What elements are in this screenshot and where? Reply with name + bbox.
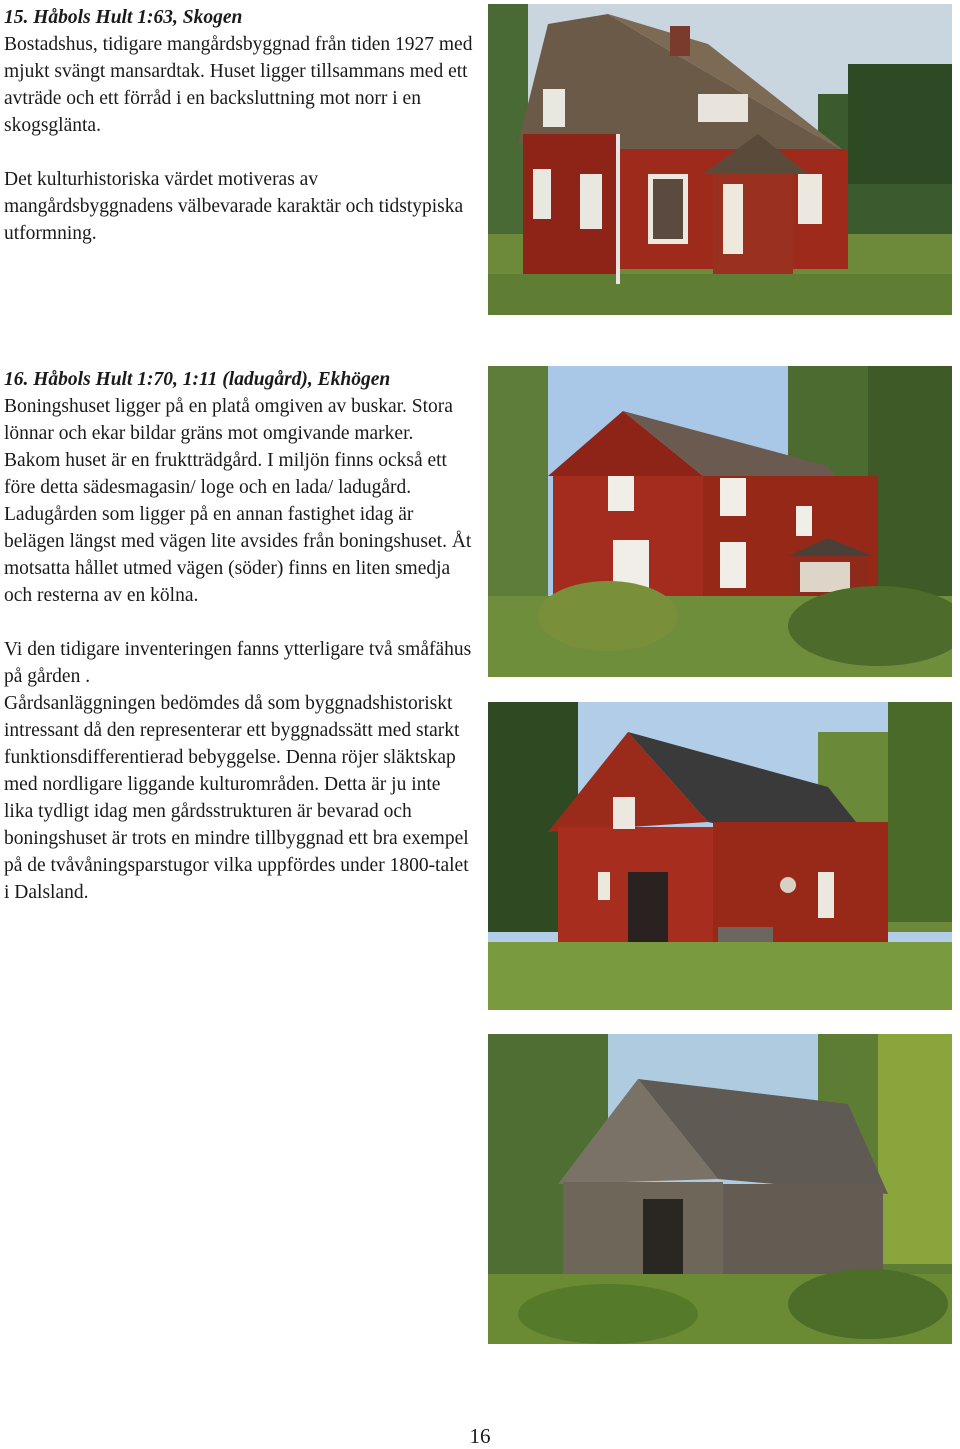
section-15-paragraph-1: Bostadshus, tidigare mangårdsbyggnad från tiden 1927 med mjukt svängt mansardtak. Huset ligger tillsammans med ett avträde och ett förråd i en backsluttning mot norr i en skogsglänta. — [4, 34, 473, 136]
section-16-heading: 16. Håbols Hult 1:70, 1:11 (ladugård), Ekhögen — [4, 369, 391, 390]
section-15 — [4, 4, 474, 247]
photo-red-barn — [488, 702, 952, 1010]
section-15-heading: 15. Håbols Hult 1:63, Skogen — [4, 7, 243, 28]
photo-timber-shed — [488, 1034, 952, 1344]
section-15-paragraph-2: Det kulturhistoriska värdet motiveras av mangårdsbyggnadens välbevarade karaktär och tidstypiska utformning. — [4, 169, 464, 244]
section-16-paragraph-3: Gårdsanläggningen bedömdes då som byggnadshistoriskt intressant då den representerar ett byggnadssätt med starkt funktionsdifferentierad bebyggelse. Denna röjer släktskap med nordligare liggande kulturområden. Detta är ju inte lika tydligt idag men gårdsstrukturen är bevarad och boningshuset är trots en mindre tillbyggnad ett bra exempel på de tvåvåningsparstugor vilka uppfördes under 1800-talet i Dalsland. — [4, 693, 469, 903]
photo-mansard-house — [488, 4, 952, 315]
section-16-paragraph-2: Vi den tidigare inventeringen fanns ytterligare två småfähus på gården . — [4, 639, 472, 687]
photo-two-storey-house — [488, 366, 952, 677]
page-number: 16 — [469, 1424, 491, 1448]
section-16-paragraph-1: Boningshuset ligger på en platå omgiven av buskar. Stora lönnar och ekar bildar gräns mot omgivande marker. Bakom huset är en fruktträdgård. I miljön finns också ett före detta sädesmagasin/ loge och en lada/ ladugård. Ladugården som ligger på en annan fastighet idag är belägen längst med vägen lite avsides från boningshuset. Åt motsatta hållet utmed vägen (söder) finns en liten smedja och resterna av en kölna. — [4, 396, 472, 606]
section-16 — [4, 366, 474, 906]
